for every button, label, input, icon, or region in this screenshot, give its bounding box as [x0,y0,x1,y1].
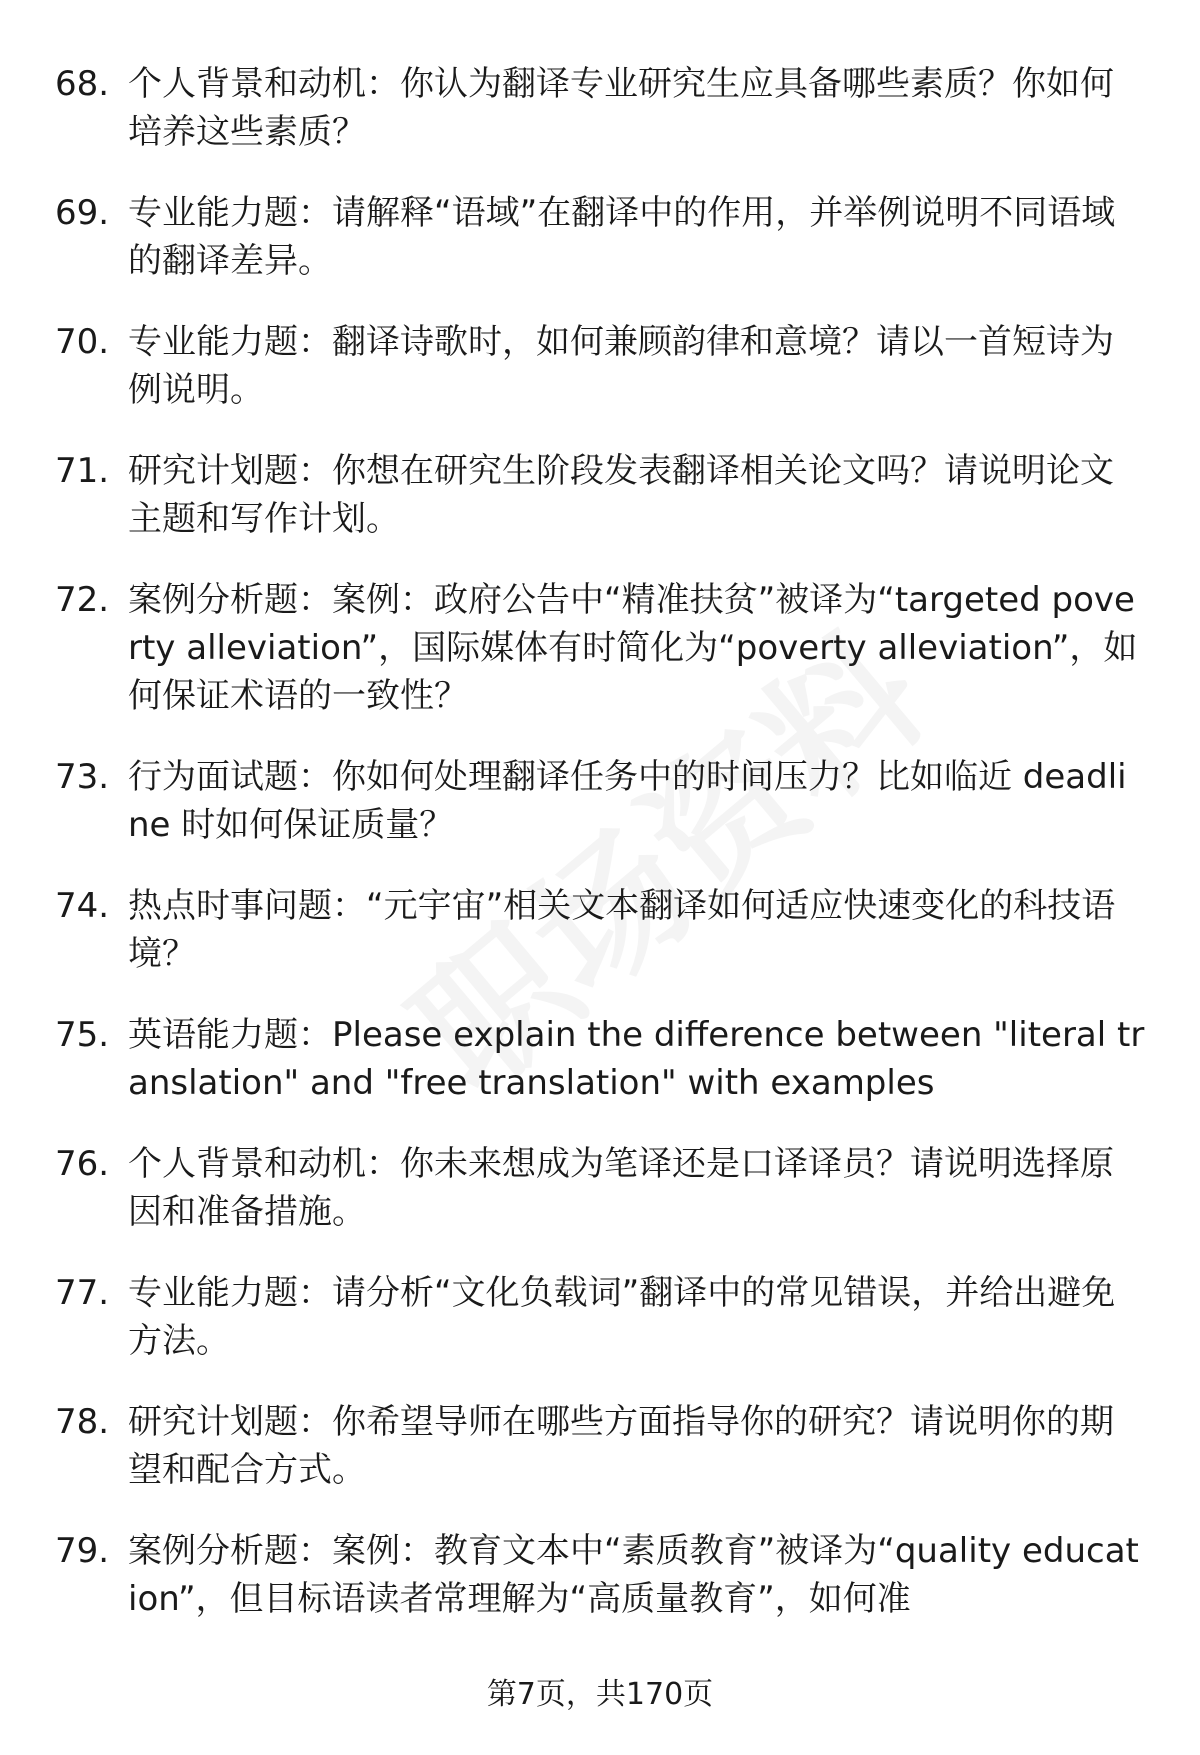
question-text: 专业能力题：请解释“语域”在翻译中的作用，并举例说明不同语域的翻译差异。 [128,193,1116,281]
question-number: 76. [55,1144,110,1184]
question-list [55,60,1145,1656]
question-text: 研究计划题：你希望导师在哪些方面指导你的研究？请说明你的期望和配合方式。 [128,1402,1114,1490]
list-item [55,318,1145,414]
question-number: 69. [55,193,110,233]
question-text: 个人背景和动机：你未来想成为笔译还是口译译员？请说明选择原因和准备措施。 [128,1144,1114,1232]
question-text: 研究计划题：你想在研究生阶段发表翻译相关论文吗？请说明论文主题和写作计划。 [128,451,1114,539]
question-text: 行为面试题：你如何处理翻译任务中的时间压力？比如临近 deadline 时如何保证质量？ [128,757,1127,845]
list-item [55,1140,1145,1236]
list-item [55,1269,1145,1365]
list-item [55,1398,1145,1494]
list-item [55,1527,1145,1623]
list-item [55,60,1145,156]
question-number: 68. [55,64,110,104]
question-text: 专业能力题：请分析“文化负载词”翻译中的常见错误，并给出避免方法。 [128,1273,1116,1361]
page-footer: 第7页，共170页 [486,1677,714,1712]
list-item [55,753,1145,849]
question-number: 75. [55,1015,110,1055]
question-number: 74. [55,886,110,926]
list-item [55,576,1145,720]
list-item [55,1011,1145,1107]
question-number: 71. [55,451,110,491]
question-text: 个人背景和动机：你认为翻译专业研究生应具备哪些素质？你如何培养这些素质？ [128,64,1114,152]
list-item [55,447,1145,543]
list-item [55,882,1145,978]
question-number: 70. [55,322,110,362]
question-text: 案例分析题：案例：政府公告中“精准扶贫”被译为“targeted poverty alleviation”，国际媒体有时简化为“poverty alleviation”，如何保证术语的一致性？ [128,580,1138,716]
question-number: 77. [55,1273,110,1313]
question-number: 79. [55,1531,110,1571]
question-text: 专业能力题：翻译诗歌时，如何兼顾韵律和意境？请以一首短诗为例说明。 [128,322,1114,410]
list-item [55,189,1145,285]
question-text: 案例分析题：案例：教育文本中“素质教育”被译为“quality education”，但目标语读者常理解为“高质量教育”，如何准 [128,1531,1139,1619]
question-text: 英语能力题：Please explain the difference between "literal translation" and "free translation" with examples [128,1015,1145,1103]
question-number: 72. [55,580,110,620]
question-number: 73. [55,757,110,797]
question-text: 热点时事问题：“元宇宙”相关文本翻译如何适应快速变化的科技语境？ [128,886,1116,974]
question-number: 78. [55,1402,110,1442]
